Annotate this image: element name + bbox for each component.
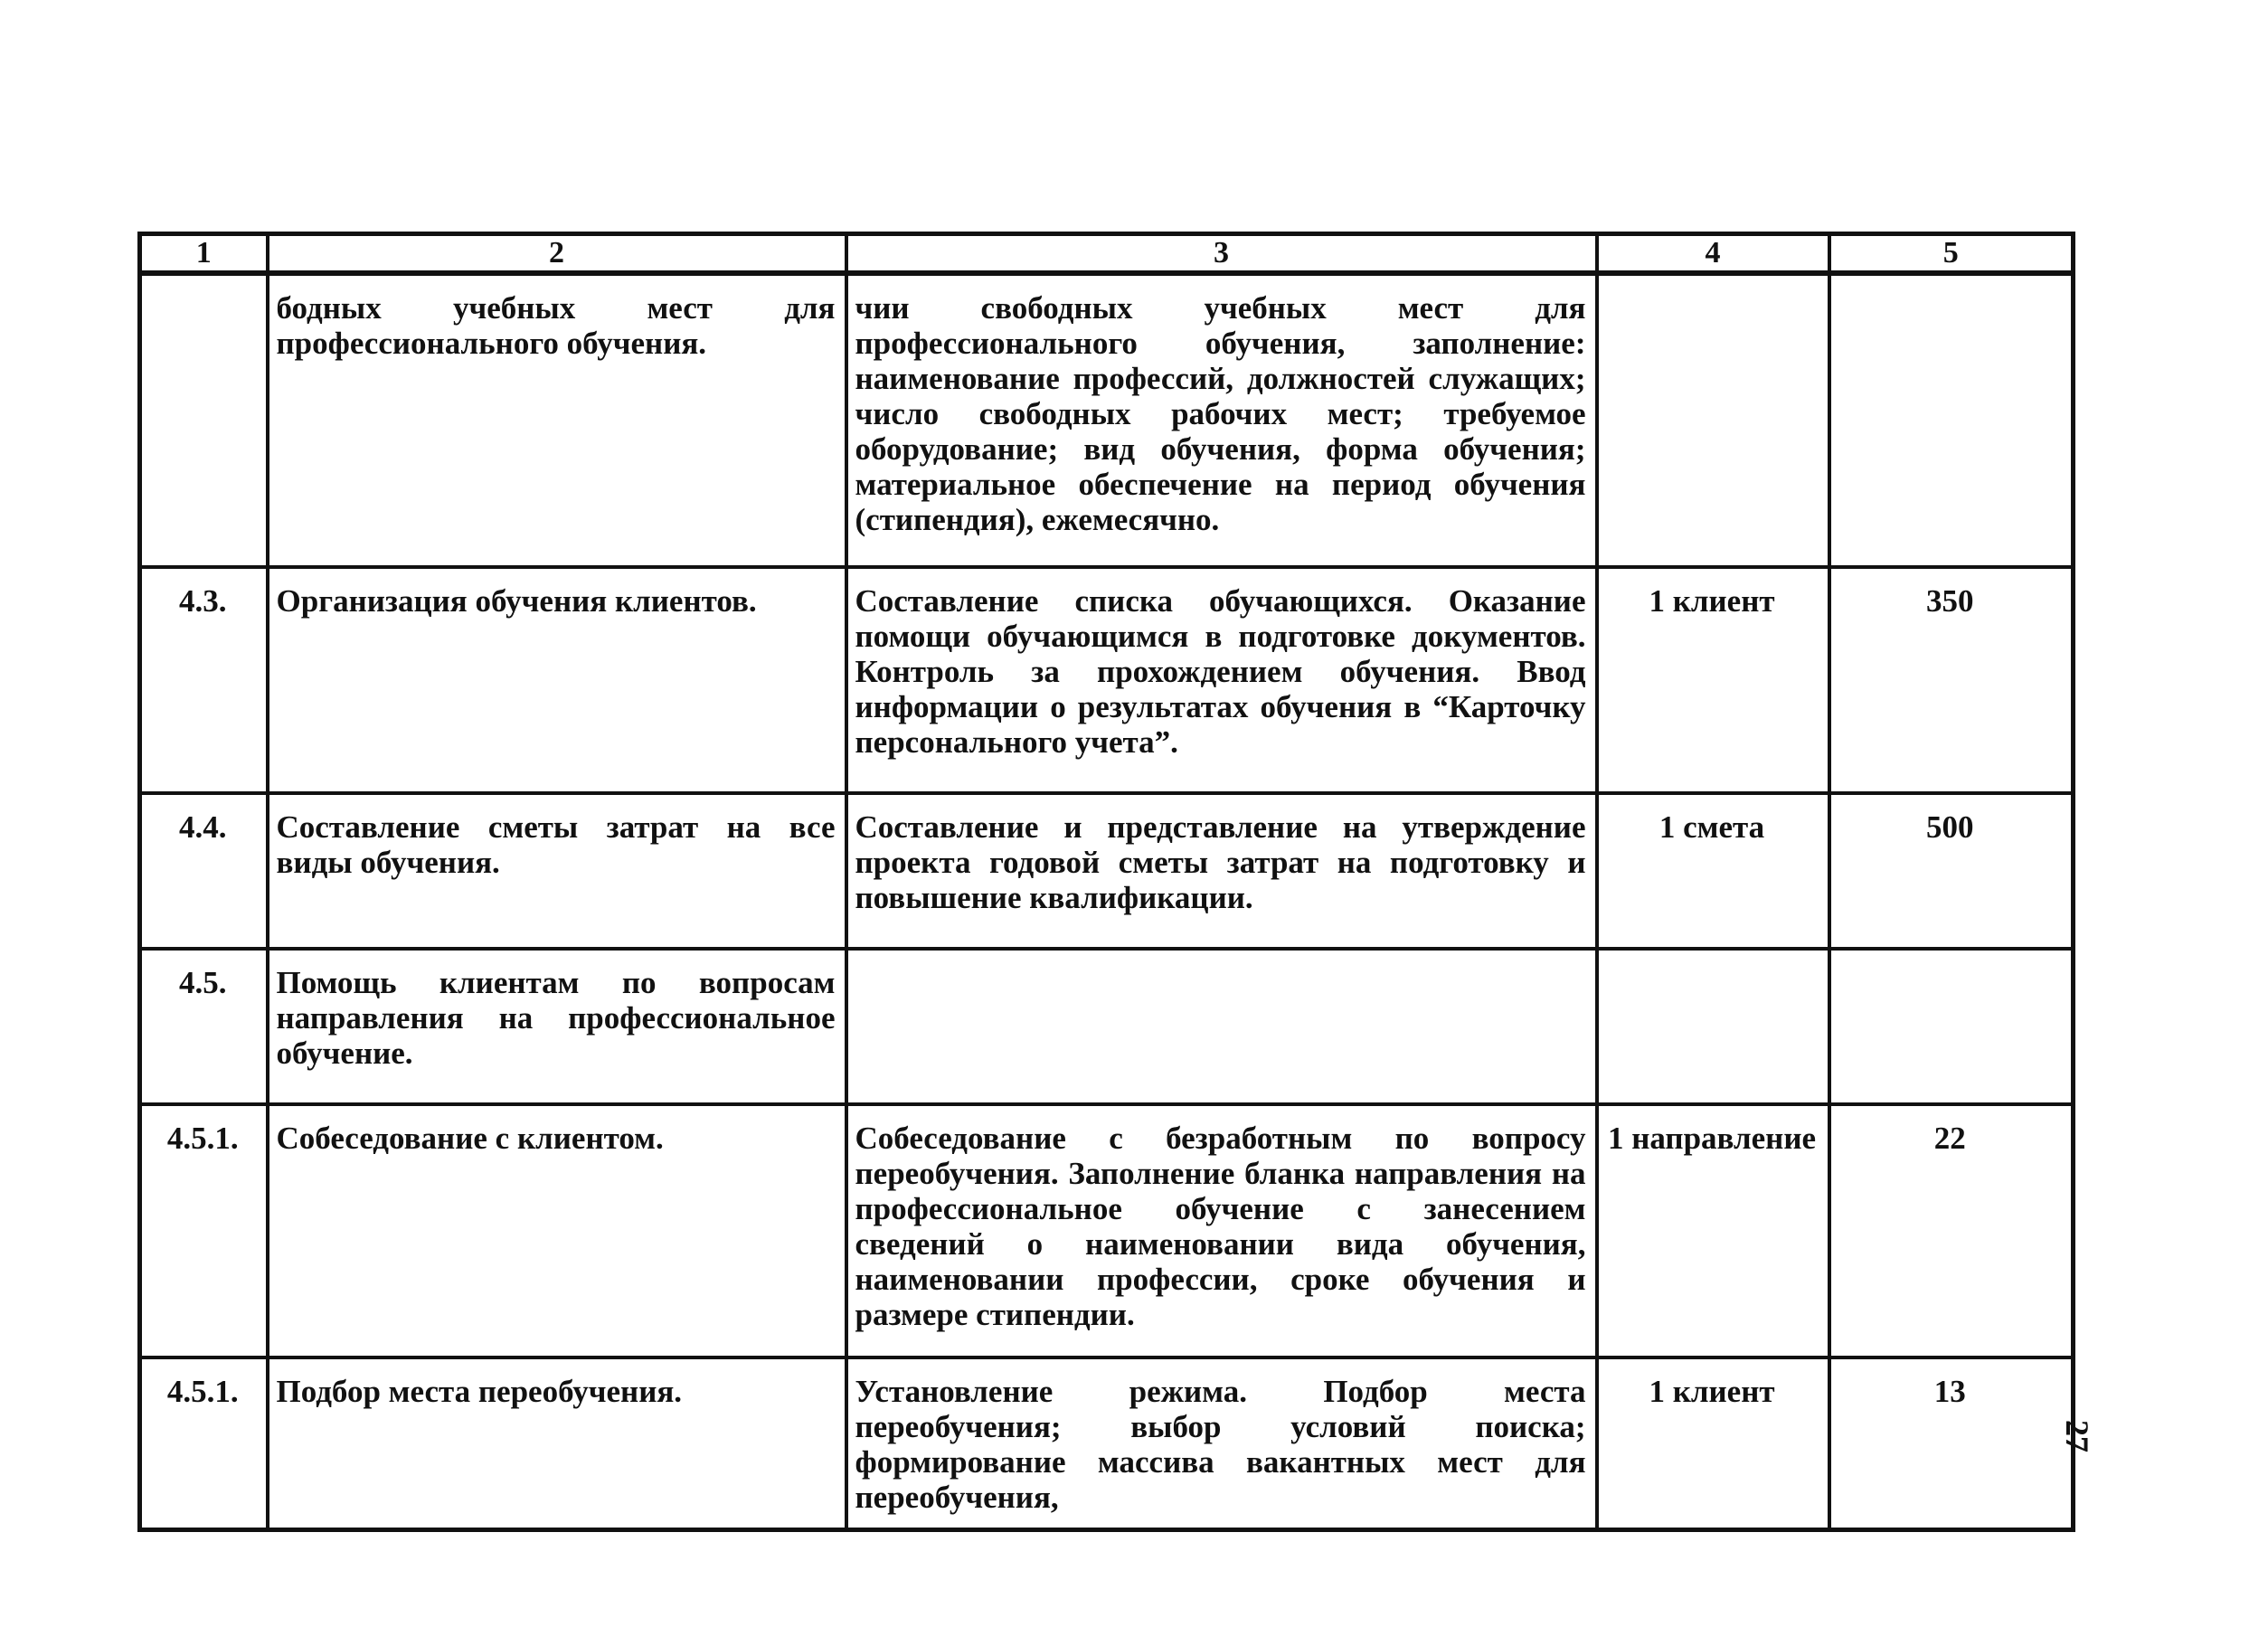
column-header-3: 3 [846, 234, 1597, 274]
item-number: 4.5.1. [140, 1104, 268, 1357]
item-name: Собеседование с клиентом. [268, 1104, 846, 1357]
table-row [140, 793, 2074, 949]
column-header-4: 4 [1597, 234, 1829, 274]
item-unit: 1 направление [1597, 1104, 1829, 1357]
item-content: чии свободных учебных мест для профессионального обучения, заполнение: наименование профессий, должностей служащих; число свободных рабочих мест; требуемое оборудование; вид обучения, форма обучения; материальное обеспечение на период обучения (стипендия), ежемесячно. [846, 273, 1597, 567]
column-header-5: 5 [1829, 234, 2074, 274]
page-number: 27 [2059, 1420, 2095, 1452]
item-number [140, 273, 268, 567]
item-norm: 500 [1829, 793, 2074, 949]
item-content: Собеседование с безработным по вопросу переобучения. Заполнение бланка направления на профессиональное обучение с занесением сведений о наименовании вида обучения, наименовании профессии, сроке обучения и размере стипендии. [846, 1104, 1597, 1357]
item-norm: 350 [1829, 567, 2074, 793]
norm-table [137, 232, 2075, 1532]
table-row [140, 567, 2074, 793]
item-unit [1597, 273, 1829, 567]
table-row [140, 1357, 2074, 1530]
item-number: 4.4. [140, 793, 268, 949]
item-content: Составление списка обучающихся. Оказание помощи обучающимся в подготовке документов. Контроль за прохождением обучения. Ввод информации о результатах обучения в “Карточку персонального учета”. [846, 567, 1597, 793]
item-name: Составление сметы затрат на все виды обучения. [268, 793, 846, 949]
header-row [140, 234, 2074, 274]
item-number: 4.5.1. [140, 1357, 268, 1530]
table-row [140, 1104, 2074, 1357]
item-norm: 13 [1829, 1357, 2074, 1530]
item-name: Подбор места переобучения. [268, 1357, 846, 1530]
item-norm [1829, 273, 2074, 567]
column-header-2: 2 [268, 234, 846, 274]
item-content: Установление режима. Подбор места переобучения; выбор условий поиска; формирование массива вакантных мест для переобучения, [846, 1357, 1597, 1530]
item-name: Организация обучения клиентов. [268, 567, 846, 793]
item-unit: 1 клиент [1597, 1357, 1829, 1530]
item-unit: 1 смета [1597, 793, 1829, 949]
item-content: Составление и представление на утверждение проекта годовой сметы затрат на подготовку и повышение квалификации. [846, 793, 1597, 949]
item-unit: 1 клиент [1597, 567, 1829, 793]
item-norm: 22 [1829, 1104, 2074, 1357]
item-number: 4.5. [140, 949, 268, 1104]
table-row [140, 273, 2074, 567]
table-row [140, 949, 2074, 1104]
column-header-1: 1 [140, 234, 268, 274]
item-number: 4.3. [140, 567, 268, 793]
item-unit [1597, 949, 1829, 1104]
item-content [846, 949, 1597, 1104]
item-name: Помощь клиентам по вопросам направления на профессиональное обучение. [268, 949, 846, 1104]
item-norm [1829, 949, 2074, 1104]
item-name: бодных учебных мест для профессионального обучения. [268, 273, 846, 567]
